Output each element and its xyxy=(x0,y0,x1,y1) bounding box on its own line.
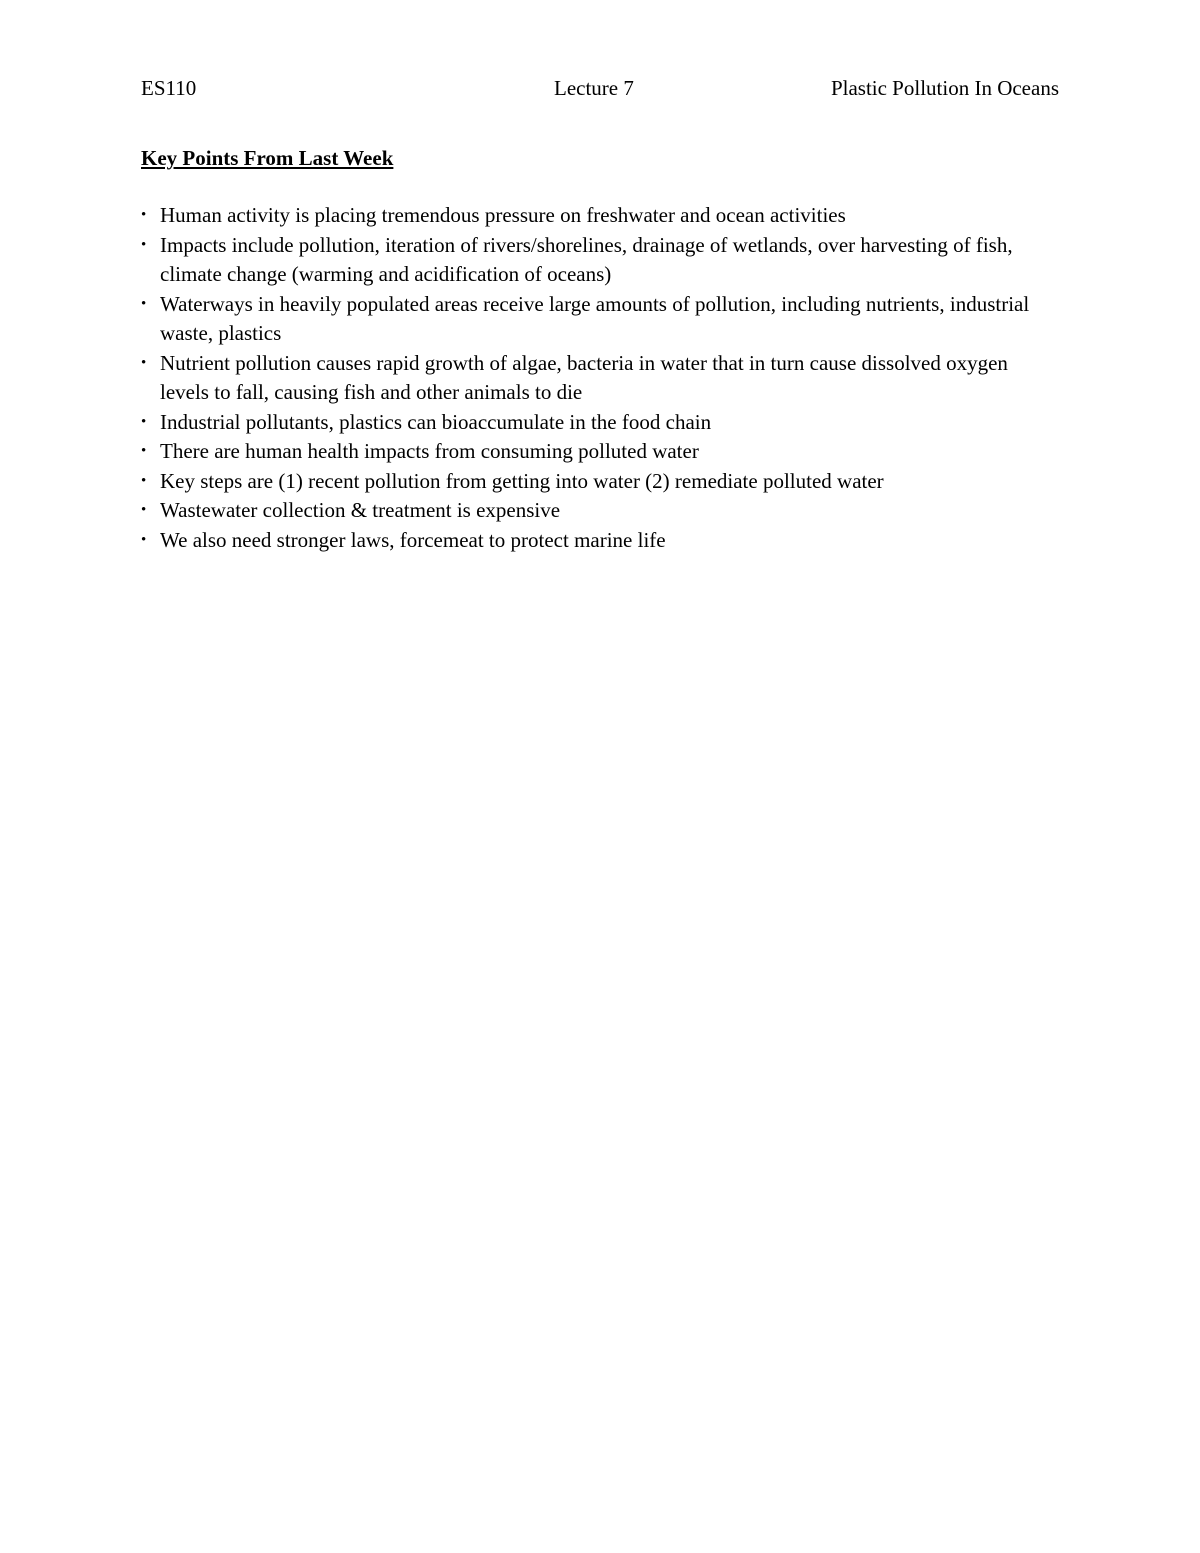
list-item-text: Impacts include pollution, iteration of rivers/shorelines, drainage of wetlands, over harvesting of fish, climate change (warming and acidification of oceans) xyxy=(160,232,1013,286)
list-item xyxy=(141,231,1059,290)
bullet-icon: • xyxy=(141,207,147,223)
list-item-text: Nutrient pollution causes rapid growth of algae, bacteria in water that in turn cause dissolved oxygen levels to fall, causing fish and other animals to die xyxy=(160,350,1008,404)
list-item xyxy=(141,437,1059,467)
bullet-icon: • xyxy=(141,531,147,548)
header-lecture-title: Plastic Pollution In Oceans xyxy=(830,76,1059,100)
list-item xyxy=(141,290,1059,349)
list-item-text: Key steps are (1) recent pollution from getting into water (2) remediate polluted water xyxy=(160,468,884,493)
bullet-icon: • xyxy=(141,295,147,312)
bullet-icon: • xyxy=(141,443,147,459)
key-points-list xyxy=(141,201,1059,555)
bullet-icon: • xyxy=(141,472,147,489)
bullet-icon: • xyxy=(141,354,147,371)
bullet-icon: • xyxy=(141,236,147,253)
list-item-text: We also need stronger laws, forcemeat to protect marine life xyxy=(160,527,666,552)
header-lecture-number: Lecture 7 xyxy=(554,76,634,100)
list-item xyxy=(141,467,1059,497)
list-item xyxy=(141,201,1059,231)
bullet-icon: • xyxy=(141,502,147,518)
list-item xyxy=(141,496,1059,526)
list-item xyxy=(141,349,1059,408)
list-item xyxy=(141,408,1059,438)
list-item-text: There are human health impacts from consuming polluted water xyxy=(160,439,699,463)
page-header xyxy=(141,74,1059,104)
list-item-text: Wastewater collection & treatment is expensive xyxy=(160,498,561,522)
header-course-code: ES110 xyxy=(141,76,197,100)
section-heading: Key Points From Last Week xyxy=(141,146,394,170)
bullet-icon: • xyxy=(141,413,147,430)
list-item-text: Waterways in heavily populated areas receive large amounts of pollution, including nutrients, industrial waste, plastics xyxy=(160,291,1030,345)
list-item xyxy=(141,526,1059,556)
list-item-text: Industrial pollutants, plastics can bioaccumulate in the food chain xyxy=(160,409,712,434)
list-item-text: Human activity is placing tremendous pressure on freshwater and ocean activities xyxy=(160,203,846,227)
